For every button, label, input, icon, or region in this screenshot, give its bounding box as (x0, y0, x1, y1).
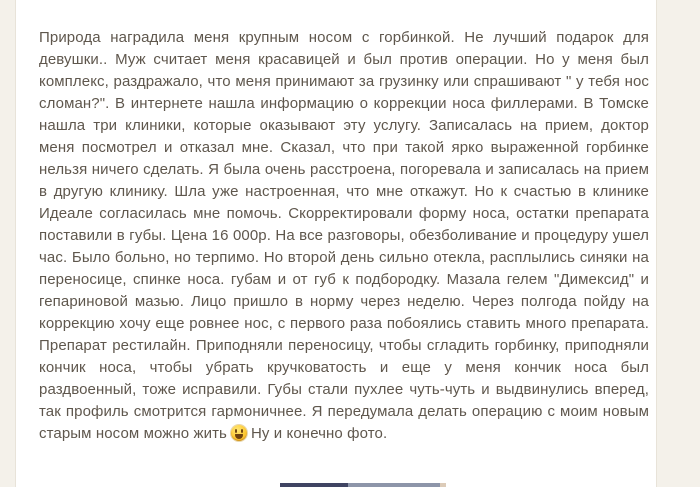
smiley-eye (235, 429, 237, 433)
photo-edge-segment (348, 483, 440, 487)
photo-edge-segment (280, 483, 348, 487)
smiley-mouth (235, 434, 243, 439)
review-photo-top-edge (280, 483, 446, 487)
content-panel (15, 0, 657, 487)
smiley-eye (241, 429, 243, 433)
review-text-closing: Ну и конечно фото. (250, 425, 388, 442)
photo-edge-segment (440, 483, 446, 487)
smiley-face-icon (231, 425, 247, 441)
review-paragraph (39, 27, 649, 445)
review-text-body: Природа наградила меня крупным носом с горбинкой. Не лучший подарок для девушки.. Муж считает меня красавицей и был против операции. Но у меня был комплекс, раздражало, что меня принимают за грузинку или спрашивают " у тебя нос сломан?". В интернете нашла информацию о коррекции носа филлерами. В Томске нашла три клиники, которые оказывают эту услугу. Записалась на прием, доктор меня посмотрел и отказал мне. Сказал, что при такой ярко выраженной горбинке нельзя ничего сделать. Я была очень расстроена, погоревала и записалась на прием в другую клинику. Шла уже настроенная, что мне откажут. Но к счастью в клинике Идеале согласилась мне помочь. Скорректировали форму носа, остатки препарата поставили в губы. Цена 16 000р. На все разговоры, обезболивание и процедуру ушел час. Было больно, но терпимо. Но второй день сильно отекла, расплылись синяки на переносице, спинке носа. губам и от губ к подбородку. Мазала гелем "Димексид" и гепариновой мазью. Лицо пришло в норму через неделю. Через полгода пойду на коррекцию хочу еще ровнее нос, с первого раза побоялись ставить много препарата. Препарат рестилайн. Приподняли переносицу, чтобы сгладить горбинку, приподняли кончик носа, чтобы убрать кручковатость и еще у меня кончик носа был раздвоенный, тоже исправили. Губы стали пухлее чуть-чуть и выдвинулись вперед, так профиль смотрится гармоничнее. Я передумала делать операцию с моим новым старым носом можно жить (39, 29, 649, 442)
